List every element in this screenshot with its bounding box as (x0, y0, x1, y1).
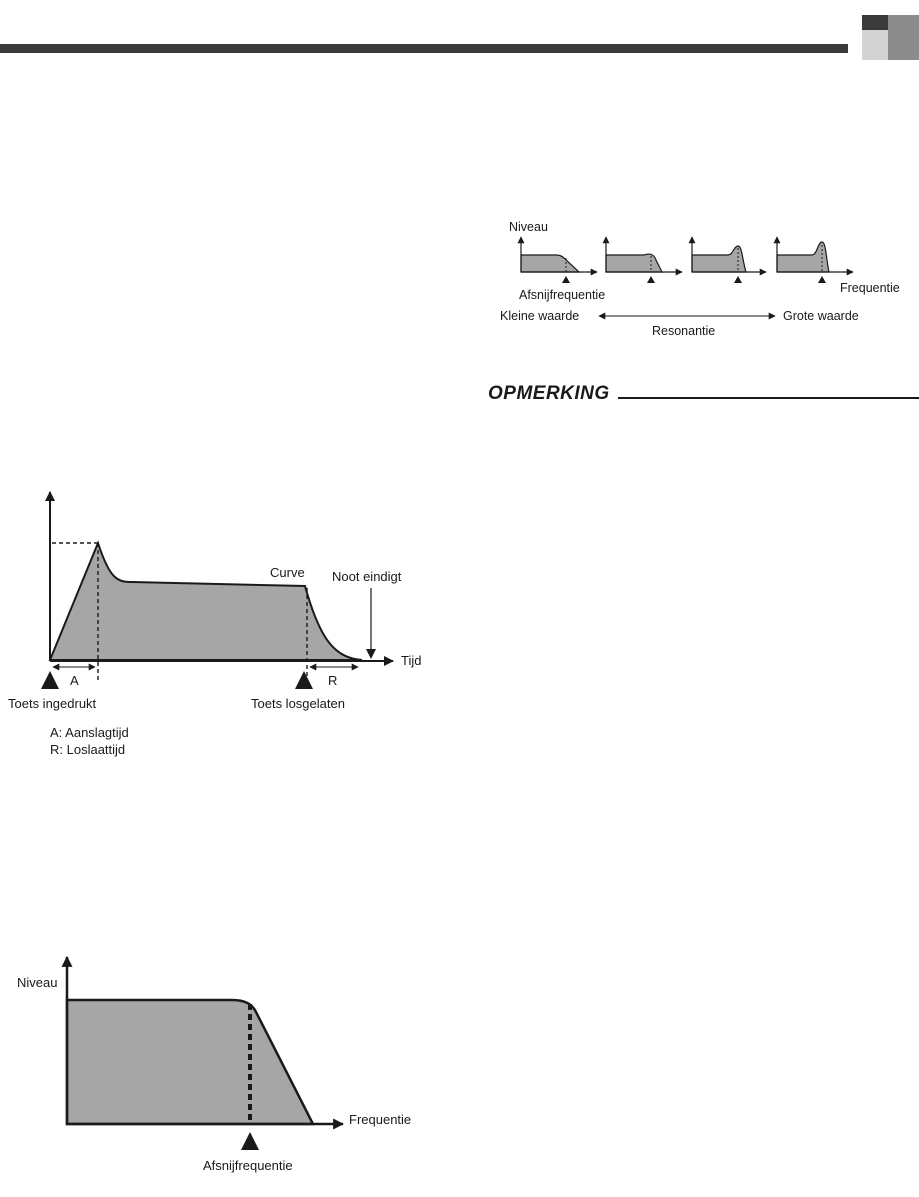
corner-tab-light (862, 30, 888, 60)
envelope-diagram (0, 485, 440, 765)
key-released-marker (295, 671, 313, 689)
release-time-legend: R: Loslaattijd (50, 742, 126, 757)
release-marker-label: R (328, 673, 338, 688)
curve-label: Curve (270, 565, 305, 580)
attack-time-legend: A: Aanslagtijd (50, 725, 129, 740)
cutoff-label: Afsnijfrequentie (519, 288, 606, 302)
attack-marker-label: A (70, 673, 79, 688)
level-axis-label: Niveau (17, 975, 58, 990)
cutoff-label: Afsnijfrequentie (203, 1158, 293, 1173)
note-heading: OPMERKING (488, 383, 610, 404)
resonance-panel-4 (777, 237, 853, 283)
key-pressed-label: Toets ingedrukt (8, 696, 97, 711)
cutoff-diagram (0, 950, 440, 1180)
level-axis-label: Niveau (509, 220, 548, 234)
cutoff-marker (241, 1132, 259, 1150)
resonance-panel-3 (692, 237, 766, 283)
header-bar (0, 44, 848, 53)
small-value-label: Kleine waarde (500, 309, 580, 323)
time-axis-label: Tijd (401, 653, 422, 668)
filter-response-shape (67, 1000, 313, 1124)
resonance-panel-2 (606, 237, 682, 283)
key-pressed-marker (41, 671, 59, 689)
frequency-axis-label: Frequentie (349, 1112, 412, 1127)
note-heading-rule (618, 397, 919, 399)
note-end-label: Noot eindigt (332, 569, 402, 584)
envelope-shape (50, 543, 362, 660)
key-released-label: Toets losgelaten (251, 696, 345, 711)
resonance-panel-1 (521, 237, 597, 283)
resonance-diagram (490, 210, 919, 345)
frequency-axis-label: Frequentie (840, 281, 900, 295)
corner-tab-mid (888, 15, 919, 60)
resonance-label: Resonantie (652, 324, 716, 338)
large-value-label: Grote waarde (783, 309, 859, 323)
